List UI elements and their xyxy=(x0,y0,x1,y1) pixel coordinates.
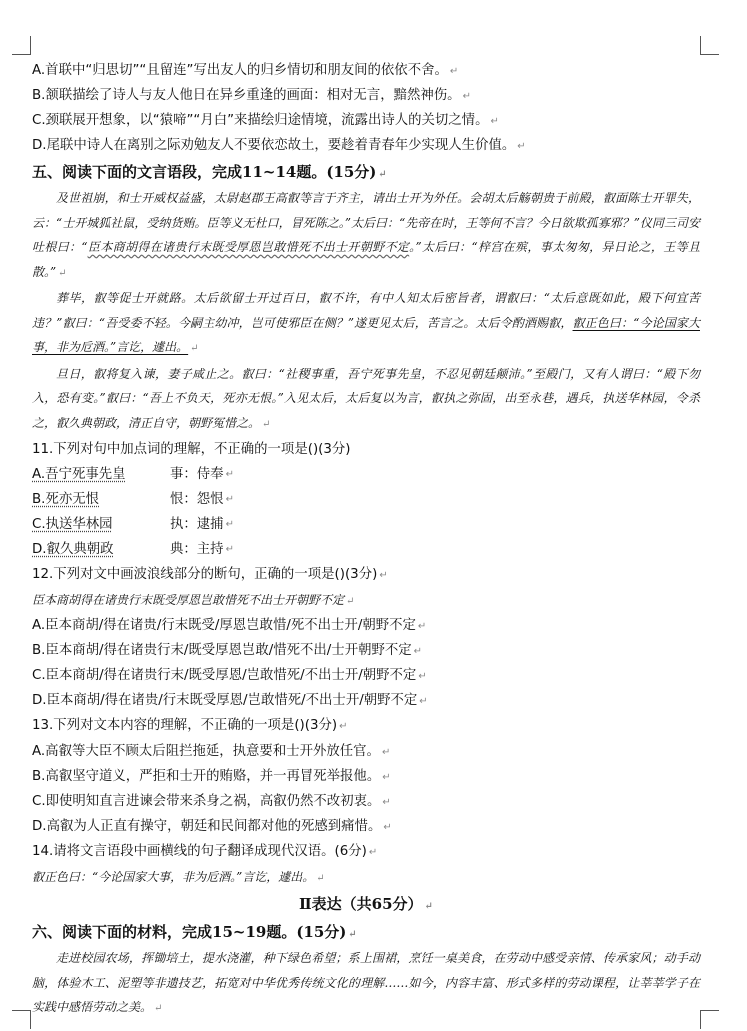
q10-option-b: B.颔联描绘了诗人与友人他日在异乡重逢的画面：相对无言，黯然神伤。 ↵ xyxy=(32,88,471,103)
q12-stem: 12.下列对文中画波浪线部分的断句，正确的一项是()(3分) ↵ xyxy=(32,567,388,582)
q10-option-d: D.尾联中诗人在离别之际劝勉友人不要依恋故土，要趁着青春年少实现人生价值。 ↵ xyxy=(32,138,526,153)
q12-sentence: 臣本商胡得在诸贵行末既受厚恩岂敢惜死不出士开朝野不定 ↵ xyxy=(32,593,355,607)
crop-mark-top-right xyxy=(700,36,719,55)
material-paragraph: 走进校园农场，挥锄培土，提水浇灌，种下绿色希望；系上围裙，烹饪一桌美食，在劳动中感受亲情、传承家风；动手动脑，体验木工、泥塑等非遗技艺，拓宽对中华优秀传统文化的理解……如今，内容丰富、形式多样的劳动课程，让莘莘学子在实践中感悟劳动之美。 ↵ xyxy=(32,951,700,1014)
classical-passage xyxy=(32,186,700,437)
passage-paragraph-3: 旦日，叡将复入谏，妻子咸止之。叡曰：“社稷事重，吾宁死事先皇，不忍见朝廷颠沛。”至殿门，又有人谓曰：“殿下勿入，恐有变。”叡曰：“吾上不负天，死亦无恨。”入见太后，太后复以为言，叡执之弥固，出至永巷，遇兵，执送华林园，令杀之，叡久典朝政，清正自守，朝野冤惜之。 ↵ xyxy=(32,366,700,430)
q10-option-c: C.颈联展开想象，以“猿啼”“月白”来描绘归途情境，流露出诗人的关切之情。 ↵ xyxy=(32,113,499,128)
document-page xyxy=(32,58,700,1022)
q10-option-a: A.首联中“归思切”“且留连”写出友人的归乡情切和朋友间的依依不舍。 ↵ xyxy=(32,63,459,78)
crop-mark-bottom-left xyxy=(12,1010,31,1029)
q11-stem: 11.下列对句中加点词的理解，不正确的一项是()(3分) xyxy=(32,442,351,457)
part2-heading: Ⅱ表达（共65分） ↵ xyxy=(299,895,433,913)
passage-paragraph-2: 葬毕，叡等促士开就路。太后欲留士开过百日，叡不许，有中人知太后密旨者，谓叡曰：“太后意既如此，殿下何宜苦违？”叡曰：“吾受委不轻。今嗣主幼冲，岂可使邪臣在侧？”遂更见太后，苦言之。太后令酌酒赐叡，叡正色曰：“今论国家大事，非为卮酒。”言讫，遽出。 ↵ xyxy=(32,291,700,354)
section6-material xyxy=(32,946,700,1022)
section5-heading: 五、阅读下面的文言语段，完成11~14题。(15分) ↵ xyxy=(32,163,387,181)
q13-option-d: D.高叡为人正直有操守，朝廷和民间都对他的死感到痛惜。 ↵ xyxy=(32,819,392,834)
q12-option-a: A.臣本商胡/得在诸贵/行末既受/厚恩岂敢惜/死不出士开/朝野不定 ↵ xyxy=(32,618,427,633)
q13-option-a: A.高叡等大臣不顾太后阻拦拖延，执意要和士开外放任官。 ↵ xyxy=(32,744,391,759)
q11-option-a: A.吾宁死事先皇 事：侍奉 ↵ xyxy=(32,467,234,482)
q12-option-d: D.臣本商胡/得在诸贵/行末既受厚恩/岂敢惜死/不出士开/朝野不定 ↵ xyxy=(32,693,428,708)
q10-options xyxy=(32,58,700,158)
q14-sentence: 叡正色曰：“今论国家大事，非为卮酒。”言讫，遽出。 ↵ xyxy=(32,870,325,884)
crop-mark-bottom-right xyxy=(700,1010,719,1029)
underlined-sentence: 叡正色曰：“今论国家大事，非为卮酒。”言讫，遽出。 xyxy=(32,315,700,354)
q13-stem: 13.下列对文本内容的理解，不正确的一项是()(3分) ↵ xyxy=(32,718,348,733)
crop-mark-top-left xyxy=(12,36,31,55)
q11-option-d: D.叡久典朝政 典：主持 ↵ xyxy=(32,542,234,557)
q13-option-b: B.高叡坚守道义，严拒和士开的贿赂，并一再冒死举报他。 ↵ xyxy=(32,769,391,784)
q12-option-c: C.臣本商胡/得在诸贵行末/既受厚恩/岂敢惜死/不出士开/朝野不定 ↵ xyxy=(32,668,427,683)
q14-stem: 14.请将文言语段中画横线的句子翻译成现代汉语。(6分) ↵ xyxy=(32,844,378,859)
q11-option-b: B.死亦无恨 恨：怨恨 ↵ xyxy=(32,492,234,507)
section6-heading: 六、阅读下面的材料，完成15~19题。(15分) ↵ xyxy=(32,923,357,941)
passage-paragraph-1: 及世祖崩，和士开威权益盛，太尉赵郡王高叡等言于齐主，请出士开为外任。会胡太后觞朝贵于前殿，叡面陈士开罪失，云：“士开城狐社鼠，受纳货贿。臣等义无杜口，冒死陈之。”太后曰：“先帝在时，王等何不言？今日欲欺孤寡邪？”仪同三司安吐根曰：“臣本商胡得在诸贵行末既受厚恩岂敢惜死不出士开朝野不定。”太后曰：“梓宫在殡，事太匆匆，异日论之，王等且散。” ↵ xyxy=(32,191,700,279)
q13-option-c: C.即使明知直言进谏会带来杀身之祸，高叡仍然不改初衷。 ↵ xyxy=(32,794,391,809)
q11-option-c: C.执送华林园 执：逮捕 ↵ xyxy=(32,517,234,532)
q12-option-b: B.臣本商胡/得在诸贵行末/既受厚恩岂敢/惜死不出/士开朝野不定 ↵ xyxy=(32,643,423,658)
wavy-underlined-sentence: 臣本商胡得在诸贵行末既受厚恩岂敢惜死不出士开朝野不定 xyxy=(87,240,410,254)
